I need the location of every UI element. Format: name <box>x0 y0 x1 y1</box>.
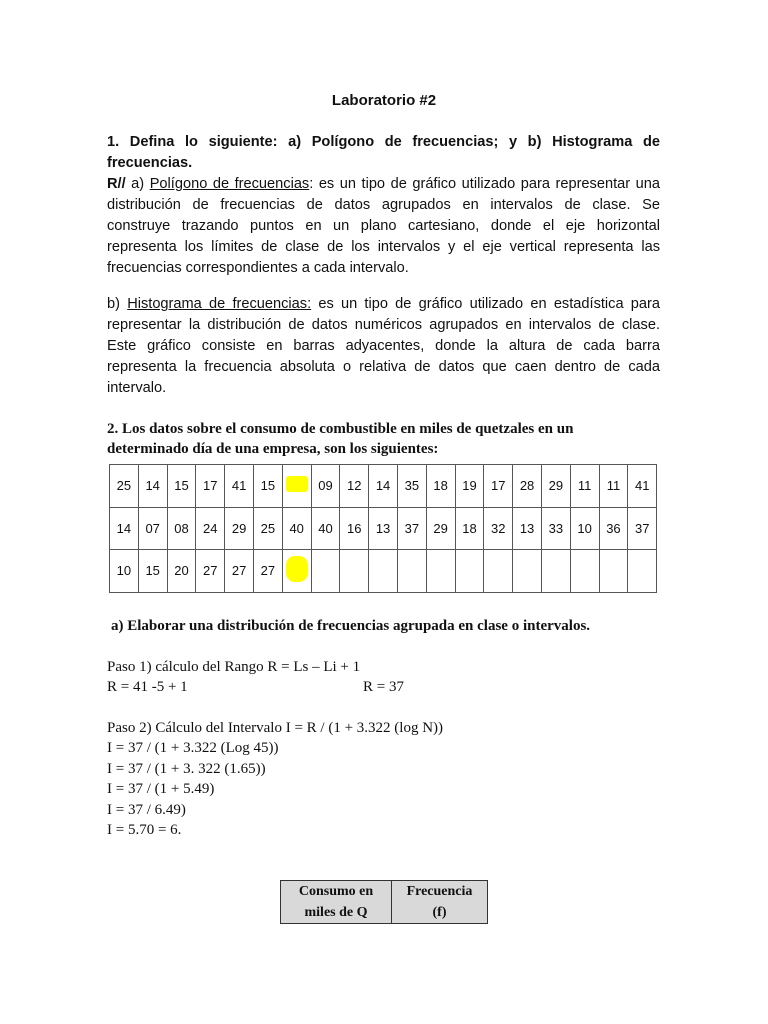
paso-2-line: I = 37 / (1 + 5.49) <box>107 781 215 798</box>
data-table-cell <box>311 550 340 593</box>
question-2-line-1: 2. Los datos sobre el consumo de combustible en miles de quetzales en un <box>107 421 574 437</box>
data-table-cell: 10 <box>110 550 139 593</box>
data-table-cell: 41 <box>225 465 254 508</box>
frequency-table-header-row <box>281 881 488 924</box>
data-table-cell: 12 <box>340 465 369 508</box>
data-table-cell: 40 <box>282 507 311 550</box>
data-table-cell: 40 <box>311 507 340 550</box>
data-table-cell: 37 <box>397 507 426 550</box>
answer-b-line-5: intervalo. <box>107 380 167 396</box>
data-table-cell: 25 <box>253 507 282 550</box>
data-table-cell: 15 <box>167 465 196 508</box>
data-table-cell: 11 <box>570 465 599 508</box>
paso-1-calc-row <box>107 677 507 697</box>
data-table-cell <box>628 550 657 593</box>
header-line: Consumo en <box>298 884 374 899</box>
data-table-cell: 18 <box>455 507 484 550</box>
answer-a-line-5: frecuencias correspondientes a cada intervalo. <box>107 260 409 276</box>
data-table-cell: 27 <box>196 550 225 593</box>
frequency-table-header-frecuencia <box>392 881 488 924</box>
data-table-cell <box>426 550 455 593</box>
data-table-cell: 37 <box>628 507 657 550</box>
frequency-table <box>280 880 488 924</box>
data-table-cell <box>599 550 628 593</box>
data-table-cell: 36 <box>599 507 628 550</box>
data-table-cell <box>282 550 311 593</box>
answer-a-term: Polígono de frecuencias <box>149 176 310 192</box>
data-table-cell: 14 <box>110 507 139 550</box>
answer-a-label: a) <box>125 176 150 192</box>
answer-b-term: Histograma de frecuencias: <box>127 296 312 312</box>
data-table-cell <box>455 550 484 593</box>
data-table-cell: 13 <box>513 507 542 550</box>
answer-a-line-2: distribución de frecuencias de datos agrupados en intervalos de clase. Se <box>107 197 660 213</box>
data-table-cell: 27 <box>225 550 254 593</box>
paso-1-result: R = 37 <box>363 679 404 696</box>
data-table-cell <box>397 550 426 593</box>
answer-b-line-2: representar la distribución de datos numéricos agrupados en intervalos de clase. <box>107 317 660 333</box>
data-table-cell: 17 <box>484 465 513 508</box>
data-table-cell <box>513 550 542 593</box>
answer-a-line-1-rest: : es un tipo de gráfico utilizado para representar una <box>309 176 660 192</box>
question-1-line-1: 1. Defina lo siguiente: a) Polígono de frecuencias; y b) Histograma de <box>107 134 660 150</box>
paso-1-title: Paso 1) cálculo del Rango R = Ls – Li + 1 <box>107 659 361 675</box>
header-line: Frecuencia <box>406 884 473 899</box>
header-line: (f) <box>432 905 447 920</box>
question-1-block <box>107 132 660 279</box>
data-table-cell: 15 <box>138 550 167 593</box>
data-table-cell: 29 <box>541 465 570 508</box>
data-table-cell: 29 <box>225 507 254 550</box>
data-table-cell: 27 <box>253 550 282 593</box>
fuel-consumption-data-table <box>109 464 657 593</box>
frequency-table-header-consumo <box>281 881 392 924</box>
answer-b-block <box>107 294 660 399</box>
data-table-cell <box>340 550 369 593</box>
data-table-cell <box>570 550 599 593</box>
data-table-cell: 08 <box>167 507 196 550</box>
data-table-cell: 17 <box>196 465 225 508</box>
paso-2-line: I = 37 / (1 + 3.322 (Log 45)) <box>107 740 279 757</box>
part-a-heading: a) Elaborar una distribución de frecuencias agrupada en clase o intervalos. <box>111 618 591 634</box>
paso-2-line: I = 5.70 = 6. <box>107 822 182 839</box>
data-table-cell: 35 <box>397 465 426 508</box>
data-table-cell: 41 <box>628 465 657 508</box>
data-table-cell: 11 <box>599 465 628 508</box>
data-table-cell: 20 <box>167 550 196 593</box>
data-table-cell <box>369 550 398 593</box>
paso-2-line: I = 37 / 6.49) <box>107 801 186 818</box>
data-table-cell: 10 <box>570 507 599 550</box>
highlight-mark <box>286 476 308 492</box>
paso-2-line: I = 37 / (1 + 3. 322 (1.65)) <box>107 760 266 777</box>
data-table-cell: 16 <box>340 507 369 550</box>
data-table-cell: 07 <box>138 507 167 550</box>
answer-a-line-4: representa los límites de clase de los intervalos y el eje vertical representa las <box>107 239 660 255</box>
data-table-row <box>110 550 657 593</box>
data-table-cell: 09 <box>311 465 340 508</box>
question-2-line-2: determinado día de una empresa, son los siguientes: <box>107 441 439 458</box>
data-table-cell: 33 <box>541 507 570 550</box>
data-table-cell: 24 <box>196 507 225 550</box>
data-table-cell: 19 <box>455 465 484 508</box>
data-table-cell: 28 <box>513 465 542 508</box>
data-table-cell: 29 <box>426 507 455 550</box>
answer-b-line-4: representa la frecuencia absoluta o relativa de datos que caen dentro de cada <box>107 359 660 375</box>
answer-a-line-1 <box>107 174 660 195</box>
data-table-cell: 14 <box>369 465 398 508</box>
data-table-cell: 13 <box>369 507 398 550</box>
data-table-cell: 32 <box>484 507 513 550</box>
data-table-cell <box>541 550 570 593</box>
paso-2-title: Paso 2) Cálculo del Intervalo I = R / (1 + 3.322 (log N)) <box>107 720 444 736</box>
highlight-mark <box>286 556 308 582</box>
data-table-cell: 14 <box>138 465 167 508</box>
question-2-block <box>107 419 627 460</box>
answer-b-line-1-rest: es un tipo de gráfico utilizado en estadística para <box>311 296 660 312</box>
header-line: miles de Q <box>304 905 368 920</box>
document-title: Laboratorio #2 <box>331 92 437 109</box>
answer-b-line-1 <box>107 294 660 315</box>
question-1-line-2: frecuencias. <box>107 155 193 171</box>
data-table-row <box>110 507 657 550</box>
answer-a-line-3: construye trazando puntos en un plano cartesiano, donde el eje horizontal <box>107 218 660 234</box>
paso-1-block <box>107 657 507 698</box>
data-table-row <box>110 465 657 508</box>
answer-prefix: R// <box>107 176 126 192</box>
answer-b-label: b) <box>107 296 128 312</box>
data-table-cell: 15 <box>253 465 282 508</box>
data-table-cell <box>282 465 311 508</box>
paso-1-calc: R = 41 -5 + 1 <box>107 679 188 696</box>
data-table-cell <box>484 550 513 593</box>
data-table-cell: 18 <box>426 465 455 508</box>
data-table-cell: 25 <box>110 465 139 508</box>
answer-b-line-3: Este gráfico consiste en barras adyacentes, donde la altura de cada barra <box>107 338 660 354</box>
paso-2-block <box>107 718 507 840</box>
